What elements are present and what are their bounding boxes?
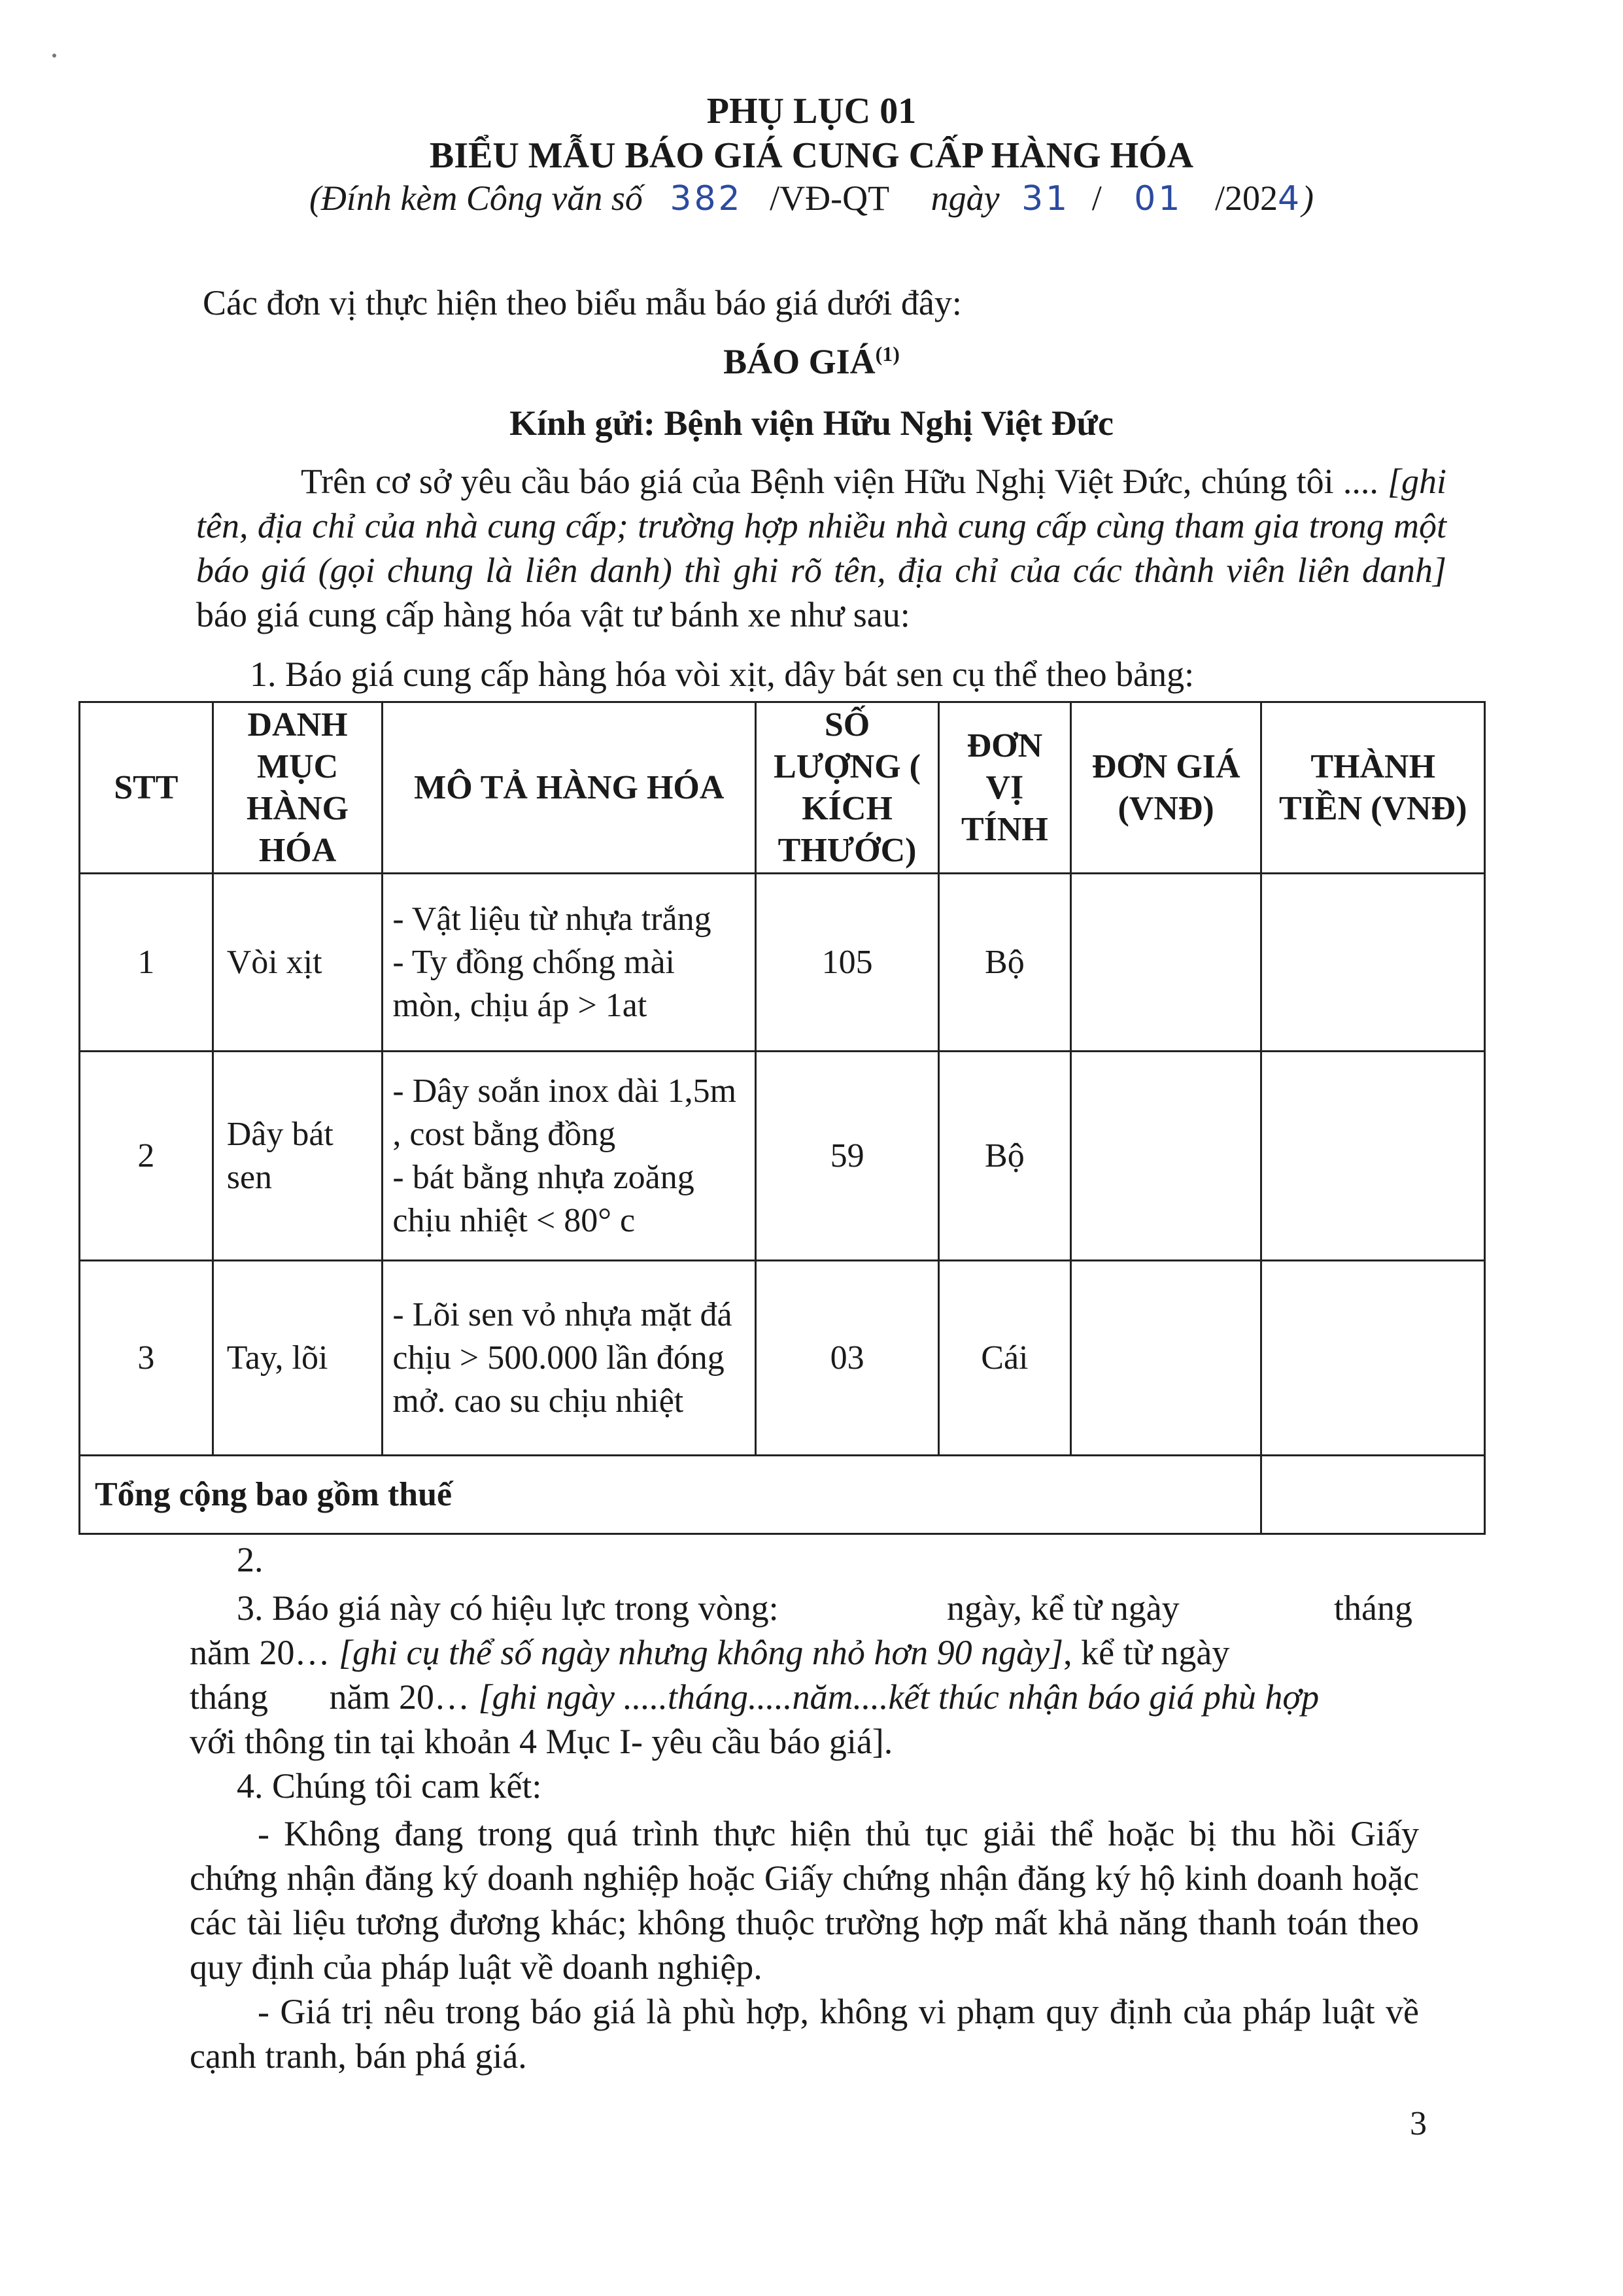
commitment-1: - Không đang trong quá trình thực hiện thủ tục giải thể hoặc bị thu hồi Giấy chứng nhận đăng ký doanh nghiệp hoặc Giấy chứng nhận đăng ký hộ kinh doanh hoặc các tài liệu tương đương khác; không thuộc trường hợp mất khả năng thanh toán theo quy định của pháp luật về doanh nghiệp. [190,1814,1419,1987]
header-unit: ĐƠN VỊ TÍNH [938,702,1070,874]
desc-line: - Vật liệu từ nhựa trắng [392,900,711,938]
total-label: Tổng cộng bao gồm thuế [80,1456,1261,1534]
header-quantity: SỐ LƯỢNG ( KÍCH THƯỚC) [756,702,939,874]
attach-close: ) [1302,179,1314,218]
item3-month2: tháng [190,1677,268,1717]
header-description: MÔ TẢ HÀNG HÓA [383,702,756,874]
recipient: Kính gửi: Bệnh viện Hữu Nghị Việt Đức [509,403,1114,443]
attach-prefix: (Đính kèm Công văn số [309,179,643,218]
quote-table [78,701,1486,1535]
item3-days: ngày, kể từ ngày [947,1588,1180,1628]
para1-italic: [ghi tên, địa chỉ của nhà cung cấp; trường hợp nhiều nhà cung cấp cùng tham gia trong một báo giá (gọi chung là liên danh) thì ghi rõ tên, địa chỉ của các thành viên liên danh] [196,462,1446,590]
row-stt: 2 [80,1052,213,1261]
item3-line2 [190,1632,1229,1673]
table-row [80,1052,1485,1261]
commitment-2: - Giá trị nêu trong báo giá là phù hợp, không vi phạm quy định của pháp luật về cạnh tranh, bán phá giá. [190,1992,1419,2076]
item3-tail: với thông tin tại khoản 4 Mục I- yêu cầu báo giá]. [190,1722,893,1761]
intro-paragraph [196,459,1446,637]
quote-footnote-mark: (1) [875,342,900,366]
row-name: Dây bát sen [213,1052,383,1261]
header-unit-price: ĐƠN GIÁ (VNĐ) [1070,702,1261,874]
row-name: Vòi xịt [213,874,383,1052]
row-description [383,1052,756,1261]
row-amount [1261,1052,1485,1261]
row-unit-price [1070,874,1261,1052]
row-unit-price [1070,1261,1261,1456]
item3-from-day: , kể từ ngày [1063,1633,1230,1672]
row-stt: 1 [80,874,213,1052]
handwritten-day: 31 [1021,179,1070,218]
row-unit-price [1070,1052,1261,1261]
item3-year2: năm 20… [329,1677,470,1717]
row-description [383,874,756,1052]
row-unit: Bộ [938,874,1070,1052]
doc-code: /VĐ-QT [770,179,890,218]
item3-line3 [190,1677,1319,1717]
row-amount [1261,1261,1485,1456]
row-quantity: 105 [756,874,939,1052]
table-row [80,1261,1485,1456]
header-stt: STT [80,702,213,874]
item3-year: năm 20… [190,1633,330,1672]
attachment-line [0,178,1623,218]
item3-month: tháng [1334,1588,1412,1628]
intro-text: Các đơn vị thực hiện theo biểu mẫu báo giá dưới đây: [203,283,962,322]
item1-text: 1. Báo giá cung cấp hàng hóa vòi xịt, dây bát sen cụ thể theo bảng: [250,655,1195,694]
item3-italic1: [ghi cụ thể số ngày nhưng không nhỏ hơn 90 ngày] [338,1633,1064,1672]
table-total-row [80,1456,1485,1534]
header-amount: THÀNH TIỀN (VNĐ) [1261,702,1485,874]
header-category: DANH MỤC HÀNG HÓA [213,702,383,874]
item3-lead: 3. Báo giá này có hiệu lực trong vòng: [237,1588,779,1628]
handwritten-doc-number: 382 [670,179,743,218]
row-quantity: 59 [756,1052,939,1261]
row-description [383,1261,756,1456]
row-unit: Bộ [938,1052,1070,1261]
handwritten-month: 01 [1134,179,1183,218]
quote-title: BÁO GIÁ [723,342,876,381]
table-header-row [80,702,1485,874]
item2-text: 2. [237,1540,264,1579]
quote-heading [0,341,1623,382]
para1-end: báo giá cung cấp hàng hóa vật tư bánh xe như sau: [196,595,910,634]
desc-line: - Ty đồng chống mài mòn, chịu áp > 1at [392,943,675,1024]
date-label: ngày [931,179,1000,218]
page-number: 3 [1410,2105,1427,2142]
desc-line: - Lõi sen vỏ nhựa mặt đá chịu > 500.000 lần đóng mở. cao su chịu nhiệt [392,1295,732,1420]
desc-line: - Dây soắn inox dài 1,5m , cost bằng đồng [392,1072,737,1153]
row-stt: 3 [80,1261,213,1456]
para1-start: Trên cơ sở yêu cầu báo giá của Bệnh viện Hữu Nghị Việt Đức, chúng tôi .... [301,462,1378,501]
row-unit: Cái [938,1261,1070,1456]
total-amount [1261,1456,1485,1534]
row-quantity: 03 [756,1261,939,1456]
item3-line1 [237,1588,779,1628]
item4-text: 4. Chúng tôi cam kết: [237,1766,542,1806]
year-prefix: /202 [1214,179,1278,218]
appendix-title: PHỤ LỤC 01 [706,91,917,131]
row-amount [1261,874,1485,1052]
form-title: BIỂU MẪU BÁO GIÁ CUNG CẤP HÀNG HÓA [429,135,1194,176]
scan-speck [52,54,56,58]
table-row [80,874,1485,1052]
handwritten-year-digit: 4 [1277,179,1300,218]
desc-line: - bát bằng nhựa zoăng chịu nhiệt < 80° c [392,1158,694,1239]
date-separator: / [1091,179,1102,218]
row-name: Tay, lõi [213,1261,383,1456]
item3-italic2: [ghi ngày .....tháng.....năm....kết thúc nhận báo giá phù hợp [478,1677,1320,1717]
